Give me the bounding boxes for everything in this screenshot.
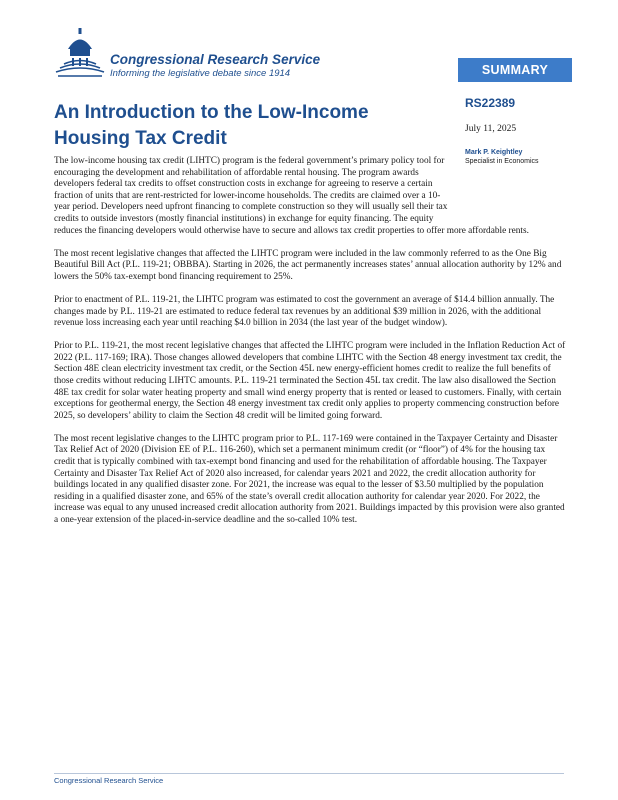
report-sidebar: [465, 96, 575, 165]
crs-logo: [52, 26, 321, 79]
paragraph-ira: Prior to P.L. 119-21, the most recent legislative changes that affected the LIHTC program were included in the Inflation Reduction Act of 2022 (P.L. 117-169; IRA). Those changes allowed developers that combine LIHTC with the Section 48 energy investment tax credit, the Section 48E clean electricity investment tax credit, or the Section 45L new energy-efficient homes credit to realize the full benefits of those credits without reducing LIHTC amounts. P.L. 119-21 terminated the Section 45L tax credit. The law also disallowed the Section 48E tax credit for solar water heating property and small wind energy property that is rented or leased to customers. Finally, with certain exceptions for geothermal energy, the Section 48 energy investment tax credit only applies to property commencing construction before 2025, so developers’ ability to claim the Section 48 credit will be limited going forward.: [54, 341, 566, 421]
summary-banner: SUMMARY: [458, 58, 572, 82]
footer-org: Congressional Research Service: [54, 776, 164, 785]
author-title: Specialist in Economics: [465, 158, 539, 165]
report-number: RS22389: [465, 96, 516, 110]
summary-body: [54, 156, 566, 538]
report-date: July 11, 2025: [465, 124, 517, 134]
paragraph-disaster-relief: The most recent legislative changes to the LIHTC program prior to P.L. 117-169 were contained in the Taxpayer Certainty and Disaster Tax Relief Act of 2020 (Division EE of P.L. 116-260), which set a permanent minimum credit (or “floor”) of 4% for the housing tax credit that is typically combined with tax-exempt bond financing and used for the rehabilitation of affordable housing. The Taxpayer Certainty and Disaster Tax Relief Act of 2020 also increased, for calendar years 2021 and 2022, the credit allocation authority for buildings located in any qualified disaster zone. For 2021, the increase was equal to the lesser of $3.50 multiplied by the population residing in a qualified disaster zone, and 65% of the state’s overall credit allocation authority for calendar year 2020. For 2022, the increase was equal to any unused increased credit allocation authority from 2021. Buildings impacted by this provision were also granted a one-year extension of the placed-in-service deadline and the so-called 10% test.: [54, 433, 565, 526]
footer-divider: [54, 773, 564, 774]
capitol-dome-icon: [52, 26, 108, 78]
paragraph-intro: The low-income housing tax credit (LIHTC) program is the federal government’s primary policy tool for encouraging the development and rehabilitation of affordable rental housing. The program awards developers federal tax credits to offset construction costs in exchange for agreeing to reserve a certain fraction of units that are rent-restricted for lower-income households. The credits are claimed over a 10-year period. Developers need upfront financing to complete construction so they will usually sell their tax credits to outside investors (mostly financial institutions) in exchange for equity financing. The equity reduces the financing developers would otherwise have to secure and allows tax credit properties to offer more affordable rents.: [54, 156, 529, 236]
org-name: Congressional Research Service: [110, 52, 321, 67]
paragraph-obbba: The most recent legislative changes that affected the LIHTC program were included in the law commonly referred to as the One Big Beautiful Bill Act (P.L. 119-21; OBBBA). Starting in 2026, the act permanently increases states’ annual allocation authority by 12% and lowers the 50% tax-exempt bond financing requirement to 25%.: [54, 248, 562, 282]
author-name: Mark P. Keightley: [465, 149, 523, 156]
org-tagline: Informing the legislative debate since 1914: [110, 68, 291, 79]
paragraph-cost: Prior to enactment of P.L. 119-21, the LIHTC program was estimated to cost the government an average of $14.4 billion annually. The changes made by P.L. 119-21 are estimated to reduce federal tax revenues by an additional $39 million in 2026, with the additional revenue loss increasing each year until reaching $4.0 billion in 2034 (the last year of the budget window).: [54, 294, 555, 329]
page-title: An Introduction to the Low-Income Housing Tax Credit: [54, 102, 369, 149]
